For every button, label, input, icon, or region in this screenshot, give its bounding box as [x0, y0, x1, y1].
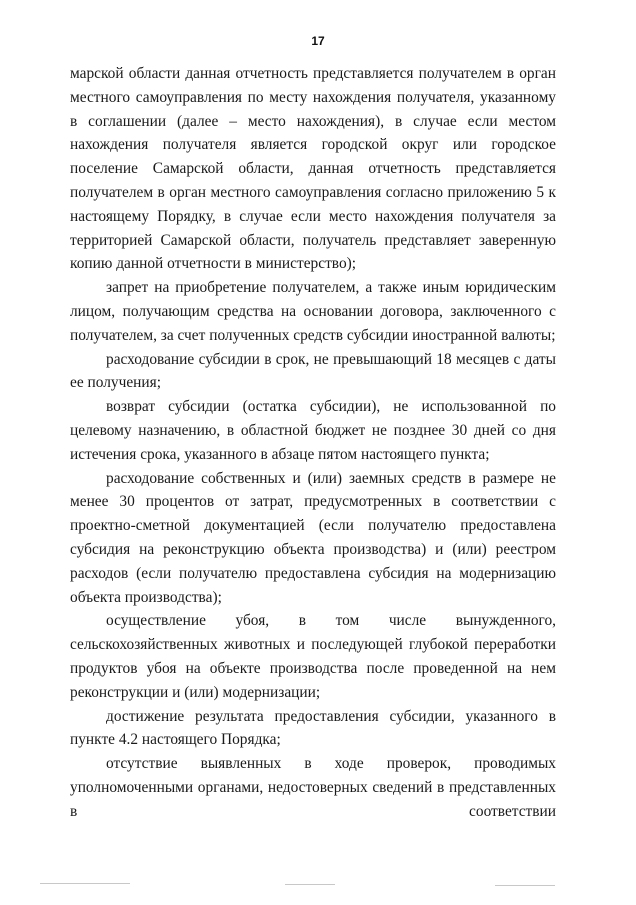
paragraph-currency-ban: запрет на приобретение получателем, а также иным юридическим лицом, получающим средства на основании договора, заключенного с получателем, за счет полученных средств субсидии иностранной валюты; — [70, 279, 556, 344]
paragraph-spending-deadline: расходование субсидии в срок, не превышающий 18 месяцев с даты ее получения; — [70, 350, 556, 392]
page-number: 17 — [311, 34, 325, 48]
paragraph-own-funds: расходование собственных и (или) заемных средств в размере не менее 30 процентов от затрат, предусмотренных в соответствии с проектно-сметной документацией (если получателю предоставлена субсидия на реконструкцию объекта производства) и (или) реестром расходов (если получателю предоставлена субсидия на модернизацию объекта производства); — [70, 469, 556, 606]
paragraph-result-achievement: достижение результата предоставления субсидии, указанного в пункте 4.2 настоящего Порядка; — [70, 707, 556, 749]
document-body — [70, 62, 556, 824]
scan-artifact — [495, 885, 555, 886]
scan-artifact — [40, 883, 130, 884]
paragraph-slaughter: осуществление убоя, в том числе вынужденного, сельскохозяйственных животных и последующей глубокой переработки продуктов убоя на объекте производства после проведенной на нем реконструкции и (или) модернизации; — [70, 612, 556, 701]
paragraph-no-false-info: отсутствие выявленных в ходе проверок, проводимых уполномоченными органами, недостоверных сведений в представленных в соответствии — [70, 755, 556, 820]
scan-artifact — [285, 884, 335, 885]
paragraph-subsidy-return: возврат субсидии (остатка субсидии), не использованной по целевому назначению, в областной бюджет не позднее 30 дней со дня истечения срока, указанного в абзаце пятом настоящего пункта; — [70, 398, 556, 463]
paragraph-reporting-continuation: марской области данная отчетность представляется получателем в орган местного самоуправления по месту нахождения получателя, указанному в соглашении (далее – место нахождения), в случае если местом нахождения получателя является городской округ или городское поселение Самарской области, данная отчетность представляется получателем в орган местного самоуправления согласно приложению 5 к настоящему Порядку, в случае если место нахождения получателя за территорией Самарской области, получатель представляет заверенную копию данной отчетности в министерство); — [70, 65, 556, 273]
